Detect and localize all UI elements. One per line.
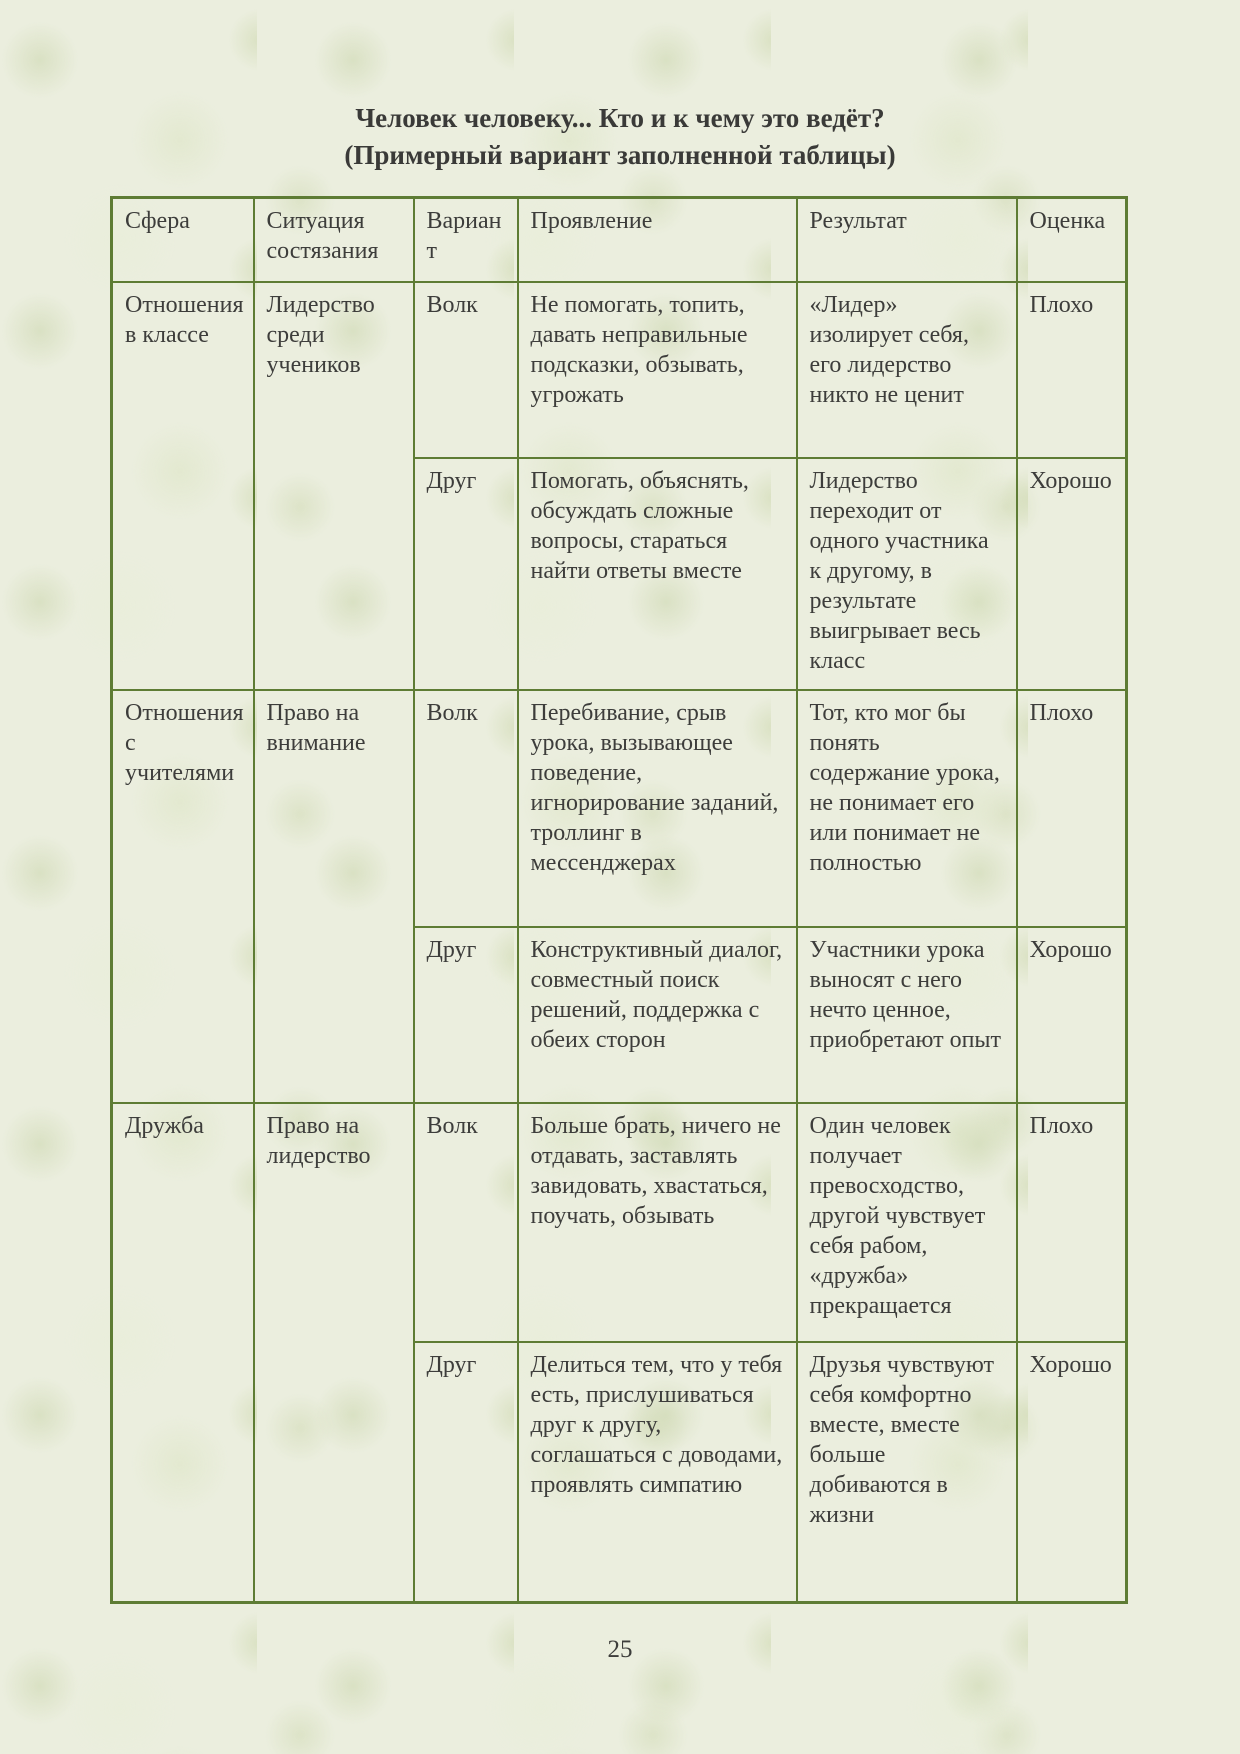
title-block	[0, 0, 1240, 174]
page-number: 25	[607, 1636, 633, 1663]
header-result: Результат	[797, 198, 1017, 282]
header-manifestation: Проявление	[518, 198, 797, 282]
cell-rating: Хорошо	[1017, 1342, 1127, 1603]
cell-rating: Плохо	[1017, 690, 1127, 927]
header-situation: Ситуация состязания	[254, 198, 414, 282]
comparison-table	[110, 196, 1128, 1604]
cell-variant: Друг	[414, 1342, 518, 1603]
header-variant: Вариант	[414, 198, 518, 282]
table-row	[112, 1103, 1127, 1342]
table-row	[112, 282, 1127, 458]
cell-variant: Друг	[414, 927, 518, 1103]
cell-sphere: Дружба	[112, 1103, 254, 1603]
table-row	[112, 690, 1127, 927]
cell-situation: Право на внимание	[254, 690, 414, 1103]
cell-result: «Лидер» изолирует себя, его лидерство никто не ценит	[797, 282, 1017, 458]
cell-rating: Хорошо	[1017, 927, 1127, 1103]
cell-manifestation: Помогать, объяснять, обсуждать сложные вопросы, стараться найти ответы вместе	[518, 458, 797, 690]
cell-rating: Плохо	[1017, 282, 1127, 458]
cell-rating: Хорошо	[1017, 458, 1127, 690]
cell-manifestation: Перебивание, срыв урока, вызывающее поведение, игнорирование заданий, троллинг в мессенджерах	[518, 690, 797, 927]
table-header-row	[112, 198, 1127, 282]
header-rating: Оценка	[1017, 198, 1127, 282]
cell-manifestation: Не помогать, топить, давать неправильные подсказки, обзывать, угрожать	[518, 282, 797, 458]
cell-result: Друзья чувствуют себя комфортно вместе, вместе больше добиваются в жизни	[797, 1342, 1017, 1603]
cell-manifestation: Конструктивный диалог, совместный поиск решений, поддержка с обеих сторон	[518, 927, 797, 1103]
cell-manifestation: Делиться тем, что у тебя есть, прислушиваться друг к другу, соглашаться с доводами, проявлять симпатию	[518, 1342, 797, 1603]
cell-variant: Волк	[414, 690, 518, 927]
cell-variant: Друг	[414, 458, 518, 690]
page-title: Человек человеку... Кто и к чему это ведёт?	[355, 103, 885, 133]
cell-result: Лидерство переходит от одного участника к другому, в результате выигрывает весь класс	[797, 458, 1017, 690]
page-subtitle: (Примерный вариант заполненной таблицы)	[344, 140, 896, 170]
cell-situation: Лидерство среди учеников	[254, 282, 414, 690]
cell-result: Один человек получает превосходство, другой чувствует себя рабом, «дружба» прекращается	[797, 1103, 1017, 1342]
header-sphere: Сфера	[112, 198, 254, 282]
cell-manifestation: Больше брать, ничего не отдавать, заставлять завидовать, хвастаться, поучать, обзывать	[518, 1103, 797, 1342]
cell-result: Тот, кто мог бы понять содержание урока, не понимает его или понимает не полностью	[797, 690, 1017, 927]
cell-sphere: Отношения в классе	[112, 282, 254, 690]
cell-variant: Волк	[414, 1103, 518, 1342]
cell-variant: Волк	[414, 282, 518, 458]
cell-result: Участники урока выносят с него нечто ценное, приобретают опыт	[797, 927, 1017, 1103]
cell-rating: Плохо	[1017, 1103, 1127, 1342]
cell-sphere: Отношения с учителями	[112, 690, 254, 1103]
cell-situation: Право на лидерство	[254, 1103, 414, 1603]
